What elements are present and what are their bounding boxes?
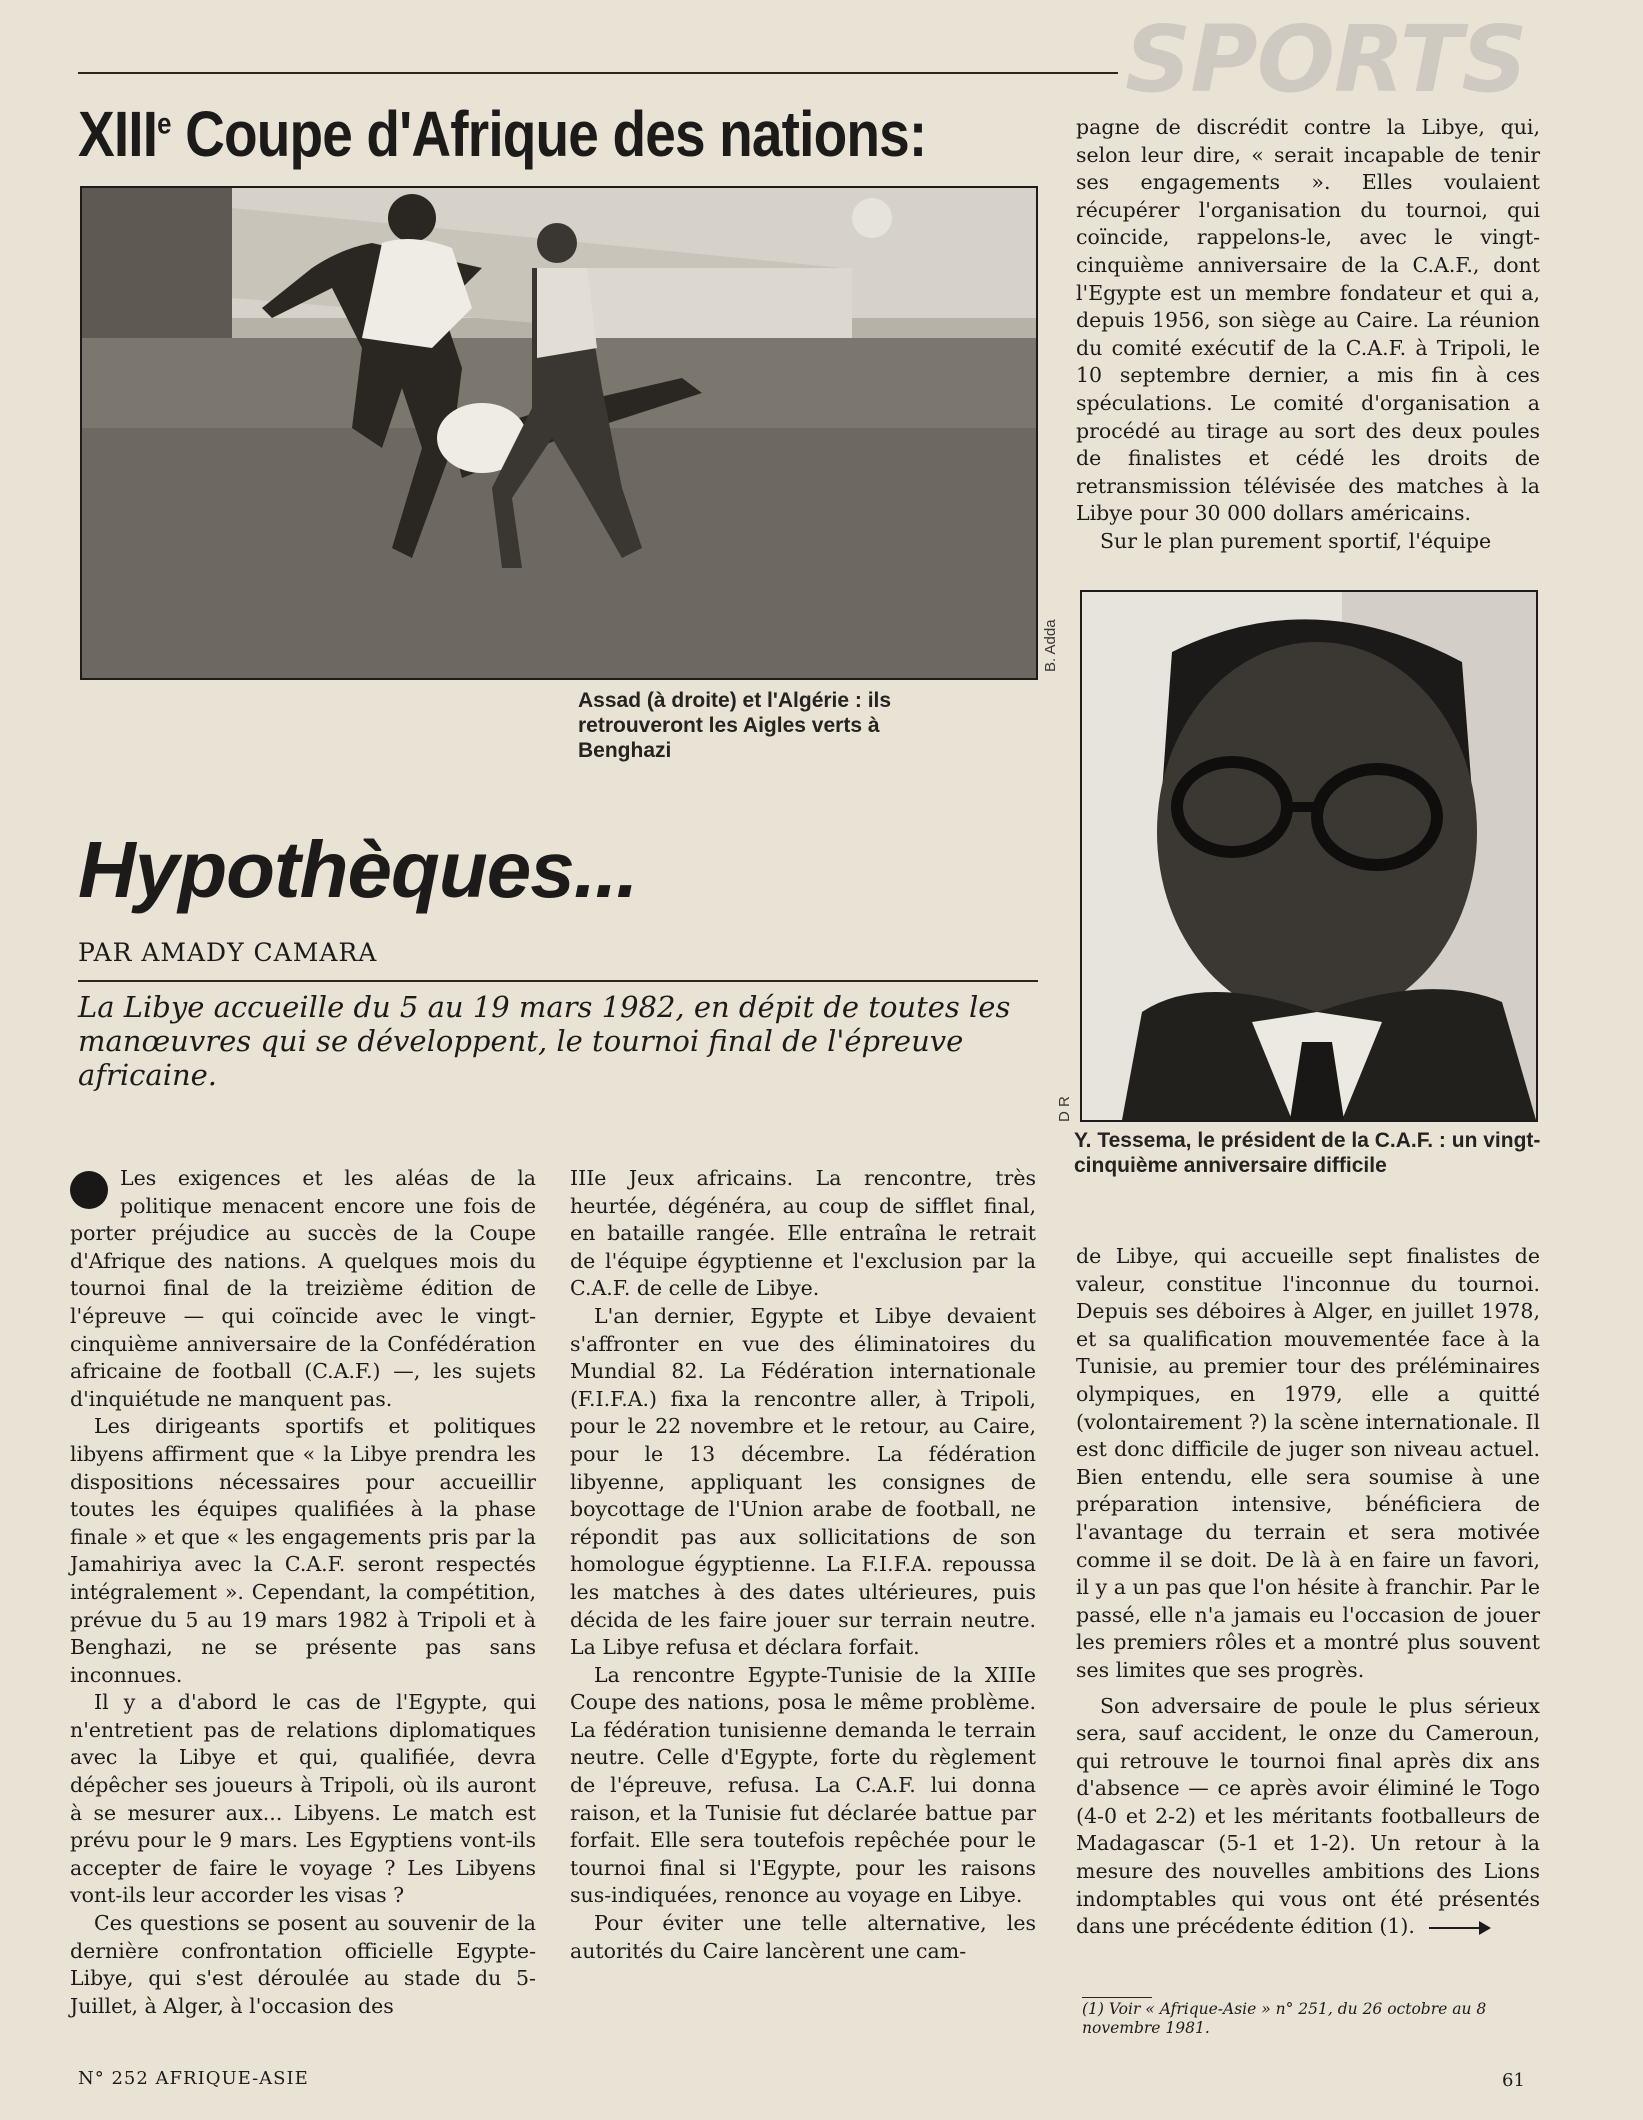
footnote: (1) Voir « Afrique-Asie » n° 251, du 26 octobre au 8 novembre 1981.: [1082, 2000, 1487, 2037]
footnote-rule: [1082, 1997, 1152, 1998]
continue-arrow-icon: [1429, 1927, 1489, 1929]
dek: La Libye accueille du 5 au 19 mars 1982, en dépit de toutes les manœuvres qui se développent, le tournoi final de l'épreuve africaine.: [78, 990, 1011, 1092]
column-1: [70, 1165, 536, 2020]
bullet-dropcap: [70, 1171, 108, 1209]
footer-issue: N° 252 AFRIQUE-ASIE: [78, 2068, 309, 2089]
byline: PAR AMADY CAMARA: [78, 938, 378, 967]
photo1-caption: Assad (à droite) et l'Algérie : ils retrouveront les Aigles verts à Benghazi: [578, 689, 892, 762]
photo1-credit: B. Adda: [1042, 619, 1059, 672]
paragraph: Son adversaire de poule le plus sérieux sera, sauf accident, le onze du Cameroun, qui retrouve le tournoi final après dix ans d'absence — ce après avoir éliminé le Togo (4-0 et 2-2) et les méritants footballeurs de Madagascar (5-1 et 1-2). Un retour à la mesure des nouvelles ambitions des Lions indomptables qui vous ont été présentés dans une précédente édition (1).: [1076, 1693, 1540, 1939]
paragraph: IIIe Jeux africains. La rencontre, très heurtée, dégénéra, au coup de sifflet final, en bataille rangée. Elle entraîna le retrait de l'équipe égyptienne et l'exclusion par la C.A.F. de celle de Libye.: [570, 1166, 1036, 1301]
section-label: SPORTS: [1125, 6, 1527, 113]
paragraph: de Libye, qui accueille sept finalistes de valeur, constitue l'inconnue du tournoi. Depuis ses déboires à Alger, en juillet 1978, et sa qualification mouvementée face à la Tunisie, au premier tour des préléminaires olympiques, en 1979, elle a quitté (volontairement ?) la scène internationale. Il est donc difficile de juger son niveau actuel. Bien entendu, elle sera soumise à une préparation intensive, bénéficiera de l'avantage du terrain et sera motivée comme il se doit. De là à en faire un favori, il y a un pas que l'on hésite à franchir. Par le passé, elle n'a jamais eu l'occasion de jouer les premiers rôles et a montré plus souvent ses limites que ses progrès.: [1076, 1244, 1540, 1682]
paragraph: Ces questions se posent au souvenir de la dernière confrontation officielle Egypte-Libye, qui s'est déroulée au stade du 5-Juillet, à Alger, à l'occasion des: [70, 1911, 536, 2018]
column-3-top: [1076, 114, 1540, 556]
top-rule: [78, 72, 1118, 74]
photo2-caption: Y. Tessema, le président de la C.A.F. : un vingt-cinquième anniversaire difficile: [1074, 1129, 1541, 1177]
paragraph: L'an dernier, Egypte et Libye devaient s'affronter en vue des éliminatoires du Mundial 82. La Fédération internationale (F.I.F.A.) fixa la rencontre aller, à Tripoli, pour le 22 novembre et le retour, au Caire, pour le 13 décembre. La fédération libyenne, appliquant les consignes de boycottage de l'Union arabe de football, ne répondit pas aux sollicitations de son homologue égyptienne. La F.I.F.A. repoussa les matches à des dates ultérieures, puis décida de les faire jouer sur terrain neutre. La Libye refusa et déclara forfait.: [570, 1303, 1036, 1660]
column-2: [570, 1165, 1036, 1965]
paragraph: Il y a d'abord le cas de l'Egypte, qui n'entretient pas de relations diplomatiques avec la Libye et qui, qualifiée, devra dépêcher ses joueurs à Tripoli, où ils auront à se mesurer aux... Libyens. Le match est prévu pour le 9 mars. Les Egyptiens vont-ils accepter de faire le voyage ? Les Libyens vont-ils leur accorder les visas ?: [70, 1690, 536, 1908]
paragraph: Pour éviter une telle alternative, les autorités du Caire lancèrent une cam-: [570, 1911, 1036, 1963]
paragraph: La rencontre Egypte-Tunisie de la XIIIe Coupe des nations, posa le même problème. La fédération tunisienne demanda le terrain neutre. Celle d'Egypte, forte du règlement de l'épreuve, refusa. La C.A.F. lui donna raison, et la Tunisie fut déclarée battue par forfait. Elle sera toutefois repêchée pour le tournoi final si l'Egypte, pour les raisons sus-indiquées, renonce au voyage en Libye.: [570, 1662, 1036, 1908]
headline: XIIIe Coupe d'Afrique des nations:: [78, 98, 927, 170]
photo2-credit: D R: [1056, 1096, 1073, 1122]
portrait-photo: [1080, 590, 1538, 1122]
football-photo: [80, 186, 1038, 680]
byline-rule: [78, 980, 1038, 982]
paragraph: Les dirigeants sportifs et politiques libyens affirment que « la Libye prendra les dispositions nécessaires pour accueillir toutes les équipes qualifiées à la phase finale » et que « les engagements pris par la Jamahiriya avec la C.A.F. seront respectés intégralement ». Cependant, la compétition, prévue du 5 au 19 mars 1982 à Tripoli et à Benghazi, ne se présente pas sans inconnues.: [70, 1414, 536, 1687]
paragraph: Les exigences et les aléas de la politique menacent encore une fois de porter préjudice au succès de la Coupe d'Afrique des nations. A quelques mois du tournoi final de la treizième édition de l'épreuve — qui coïncide avec le vingt-cinquième anniversaire de la Confédération africaine de football (C.A.F.) —, les sujets d'inquiétude ne manquent pas.: [70, 1166, 536, 1411]
paragraph: pagne de discrédit contre la Libye, qui, selon leur dire, « serait incapable de tenir ses engagements ». Elles voulaient récupérer l'organisation du tournoi, qui coïncide, rappelons-le, avec le vingt-cinquième anniversaire de la C.A.F., dont l'Egypte est un membre fondateur et qui a, depuis 1956, son siège au Caire. La réunion du comité exécutif de la C.A.F. à Tripoli, le 10 septembre dernier, a mis fin à ces spéculations. Le comité d'organisation a procédé au tirage au sort des deux poules de finalistes et cédé les droits de retransmission télévisée des matches à la Libye pour 30 000 dollars américains.: [1076, 115, 1540, 526]
article-title: Hypothèques...: [78, 825, 638, 914]
page-number: 61: [1502, 2070, 1525, 2091]
paragraph: Sur le plan purement sportif, l'équipe: [1100, 528, 1492, 553]
column-3-bottom: [1076, 1243, 1540, 1941]
